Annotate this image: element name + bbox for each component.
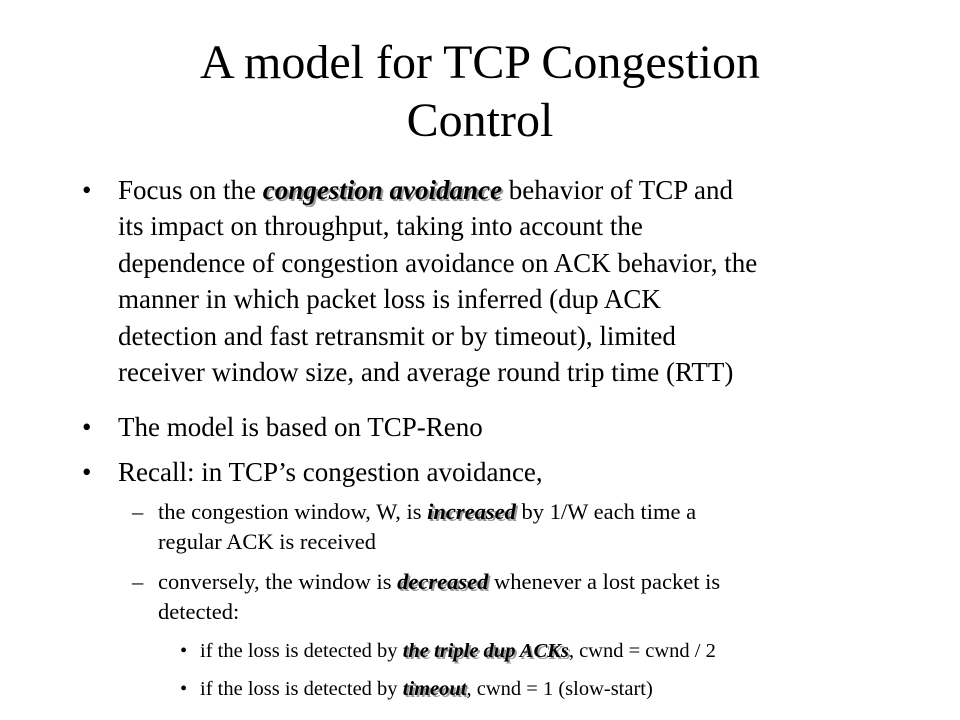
bullet-text: detection and fast retransmit or by timeout), limited [118, 320, 676, 351]
sub-bullet-window-increased [132, 497, 858, 557]
bullet-marker: • [82, 412, 92, 442]
bullet-text: its impact on throughput, taking into account the [118, 211, 643, 242]
bullet-recall [82, 454, 898, 490]
sub-sub-bullet-marker: • [180, 678, 188, 700]
bullet-text: regular ACK is received [158, 529, 377, 554]
bullet-text: The model is based on TCP-Reno [118, 412, 483, 442]
bullet-text: , cwnd = cwnd / 2 [568, 640, 716, 662]
bullet-text: conversely, the window is [158, 569, 398, 594]
bullet-text: the congestion window, W, is [158, 499, 428, 524]
sub-bullet-marker: – [132, 499, 144, 524]
bullet-text: behavior of TCP and [501, 175, 733, 205]
bullet-marker: • [82, 175, 92, 205]
bullet-text: , cwnd = 1 (slow-start) [466, 678, 653, 700]
bullet-text: if the loss is detected by [200, 640, 403, 662]
slide-title [80, 34, 880, 150]
bullet-text: dependence of congestion avoidance on ACK behavior, the [118, 247, 758, 278]
sub-bullet-window-decreased [132, 567, 858, 627]
bullet-congestion-avoidance-focus [82, 172, 898, 390]
bullet-marker: • [82, 457, 92, 487]
slide-title-line-1: A model for TCP Congestion [199, 36, 760, 89]
bullet-text: if the loss is detected by [200, 678, 403, 700]
bullet-text: whenever a lost packet is [488, 569, 721, 594]
bullet-tcp-reno [82, 409, 898, 445]
slide-title-line-2: Control [406, 94, 554, 147]
emphasis-timeout: timeout [402, 678, 467, 700]
emphasis-congestion-avoidance: congestion avoidance [262, 175, 502, 205]
sub-sub-bullet-timeout [180, 675, 900, 703]
bullet-text: by 1/W each time a [515, 499, 697, 524]
emphasis-triple-dup-acks: the triple dup ACKs [402, 640, 569, 662]
emphasis-decreased: decreased [397, 569, 489, 594]
bullet-text: Focus on the [118, 175, 263, 205]
sub-sub-bullet-triple-dup-acks [180, 637, 900, 665]
bullet-text: detected: [158, 599, 240, 624]
bullet-text: manner in which packet loss is inferred (dup ACK [118, 284, 661, 315]
bullet-text: Recall: in TCP’s congestion avoidance, [118, 457, 543, 487]
sub-bullet-marker: – [132, 569, 144, 594]
bullet-text: receiver window size, and average round trip time (RTT) [118, 357, 734, 388]
emphasis-increased: increased [427, 499, 516, 524]
sub-sub-bullet-marker: • [180, 640, 188, 662]
